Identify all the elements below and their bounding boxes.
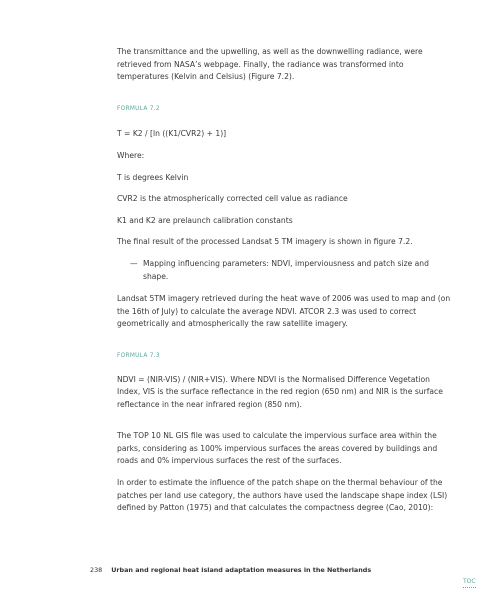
footer-title: Urban and regional heat island adaptation measures in the Netherlands xyxy=(111,566,372,574)
definition-item: CVR2 is the atmospherically corrected cell value as radiance xyxy=(117,194,348,204)
formula-ndvi: NDVI = (NIR-VIS) / (NIR+VIS). Where NDVI is the Normalised Difference Vegetation Index, VIS is the surface reflectance in the red region (650 nm) and NIR is the surface reflectance in the near infrared region (850 nm). xyxy=(117,374,443,409)
paragraph-landsat: Landsat 5TM imagery retrieved during the heat wave of 2006 was used to map and (on the 16th of July) to calculate the average NDVI. ATCOR 2.3 was used to correct geometrically and atmospherically the raw satellite imagery. xyxy=(117,294,451,329)
paragraph-top10: The TOP 10 NL GIS file was used to calculate the impervious surface area within the parks, considering as 100% impervious surfaces the areas covered by buildings and roads and 0% impervious surfaces the rest of the surfaces. xyxy=(117,431,438,466)
paragraph-radiance: The transmittance and the upwelling, as well as the downwelling radiance, were retrieved from NASA’s webpage. Finally, the radiance was transformed into temperatures (Kelvin and Celsius) (Figure 7.2). xyxy=(117,47,423,82)
bullet-dash: — xyxy=(130,258,138,268)
definition-item: T is degrees Kelvin xyxy=(117,172,189,182)
bullet-text: Mapping influencing parameters: NDVI, imperviousness and patch size and shape. xyxy=(143,258,429,281)
page-number: 238 xyxy=(90,566,103,574)
formula-equation: T = K2 / [ln ((K1/CVR2) + 1)] xyxy=(117,129,227,139)
toc-link[interactable]: TOC xyxy=(463,578,476,588)
page-footer xyxy=(90,566,371,574)
formula-label: FORMULA 7.3 xyxy=(117,352,160,359)
formula-label: FORMULA 7.2 xyxy=(117,105,160,112)
paragraph-lsi: In order to estimate the influence of the patch shape on the thermal behaviour of the patches per land use category, the authors have used the landscape shape index (LSI) defined by Patton (1975) and that calculates the compactness degree (Cao, 2010): xyxy=(117,478,448,513)
page-content xyxy=(117,46,452,515)
bullet-item xyxy=(130,258,452,283)
where-label: Where: xyxy=(117,150,145,160)
paragraph-final-result: The final result of the processed Landsat 5 TM imagery is shown in figure 7.2. xyxy=(117,237,413,247)
definition-item: K1 and K2 are prelaunch calibration constants xyxy=(117,215,293,225)
